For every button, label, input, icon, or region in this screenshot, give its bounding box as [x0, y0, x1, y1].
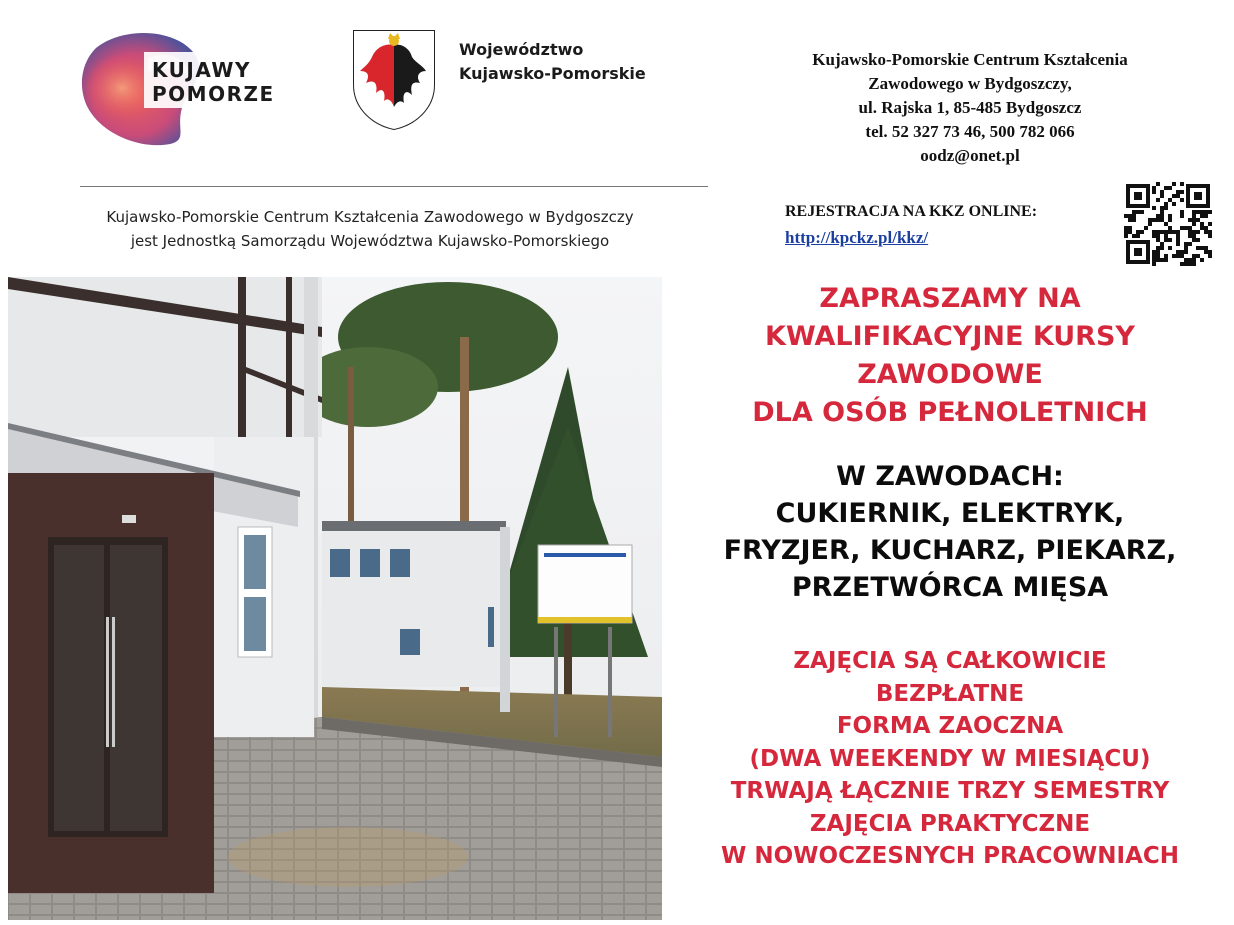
qr-module [1200, 214, 1204, 218]
qr-module [1204, 250, 1208, 254]
qr-module [1160, 242, 1164, 246]
details-line: W NOWOCZESNYCH PRACOWNIACH [720, 843, 1180, 869]
qr-module [1168, 214, 1172, 218]
qr-module [1200, 222, 1204, 226]
details-line: (DWA WEEKENDY W MIESIĄCU) [749, 745, 1151, 772]
qr-module [1180, 210, 1184, 214]
qr-module [1160, 230, 1164, 234]
qr-module [1152, 190, 1156, 194]
qr-module [1168, 246, 1172, 250]
qr-module [1156, 238, 1160, 242]
qr-module [1184, 226, 1188, 230]
qr-module [1172, 230, 1176, 234]
qr-module [1192, 254, 1196, 258]
qr-module [1192, 230, 1196, 234]
invitation-line: KWALIFIKACYJNE KURSY [765, 321, 1135, 352]
qr-module [1196, 238, 1200, 242]
qr-module [1168, 218, 1172, 222]
registration-label: REJESTRACJA NA KKZ ONLINE: [785, 203, 1038, 220]
qr-module [1188, 234, 1192, 238]
qr-module [1176, 234, 1180, 238]
header-divider [80, 186, 708, 187]
institution-subtitle [60, 205, 680, 253]
qr-module [1152, 250, 1156, 254]
voivodeship-name [459, 38, 646, 86]
qr-module [1172, 194, 1176, 198]
voivodeship-name-line: Kujawsko-Pomorskie [459, 64, 646, 83]
qr-module [1160, 210, 1164, 214]
qr-module [1164, 230, 1168, 234]
contact-phone: tel. 52 327 73 46, 500 782 066 [865, 122, 1075, 141]
qr-module [1152, 230, 1156, 234]
qr-module [1192, 238, 1196, 242]
qr-module [1188, 262, 1192, 266]
contact-address: ul. Rajska 1, 85-485 Bydgoszcz [858, 98, 1082, 117]
qr-module [1200, 226, 1204, 230]
qr-module [1176, 250, 1180, 254]
qr-module [1180, 254, 1184, 258]
qr-module [1132, 214, 1136, 218]
qr-module [1180, 198, 1184, 202]
qr-module [1164, 234, 1168, 238]
kujawy-logo-word: KUJAWY [152, 58, 251, 82]
qr-module [1124, 230, 1128, 234]
qr-module [1156, 254, 1160, 258]
qr-module [1156, 182, 1160, 186]
details-line: ZAJĘCIA PRAKTYCZNE [809, 810, 1091, 837]
qr-module [1168, 230, 1172, 234]
qr-module [1144, 226, 1148, 230]
qr-module [1200, 210, 1204, 214]
qr-module [1156, 234, 1160, 238]
qr-module [1184, 258, 1188, 262]
qr-module [1164, 202, 1168, 206]
qr-module [1156, 198, 1160, 202]
qr-module [1160, 218, 1164, 222]
qr-module [1156, 246, 1160, 250]
qr-module [1140, 210, 1144, 214]
trades-line: CUKIERNIK, ELEKTRYK, [775, 498, 1125, 529]
contact-line: Kujawsko-Pomorskie Centrum Kształcenia [812, 50, 1128, 69]
trades-line: PRZETWÓRCA MIĘSA [791, 572, 1109, 603]
subtitle-line: jest Jednostką Samorządu Województwa Kujawsko-Pomorskiego [130, 232, 610, 250]
building-photo-illustration [8, 277, 662, 920]
qr-module [1128, 214, 1132, 218]
qr-module [1160, 206, 1164, 210]
contact-email: oodz@onet.pl [920, 146, 1020, 165]
invitation-line: DLA OSÓB PEŁNOLETNICH [752, 397, 1148, 428]
qr-module [1152, 206, 1156, 210]
qr-module [1196, 218, 1200, 222]
qr-module [1148, 218, 1152, 222]
subtitle-line: Kujawsko-Pomorskie Centrum Kształcenia Zawodowego w Bydgoszczy [106, 208, 634, 226]
qr-module [1192, 214, 1196, 218]
qr-module [1152, 234, 1156, 238]
qr-module [1160, 190, 1164, 194]
qr-module [1192, 218, 1196, 222]
qr-module [1172, 182, 1176, 186]
qr-module [1124, 214, 1128, 218]
qr-module [1176, 254, 1180, 258]
qr-module [1176, 194, 1180, 198]
qr-module [1124, 234, 1128, 238]
qr-module [1188, 242, 1192, 246]
qr-module [1184, 250, 1188, 254]
qr-module [1156, 250, 1160, 254]
voivodeship-coat-of-arms [350, 27, 438, 131]
qr-module [1136, 210, 1140, 214]
qr-module [1188, 230, 1192, 234]
qr-module [1172, 202, 1176, 206]
qr-module [1156, 214, 1160, 218]
qr-module [1208, 210, 1212, 214]
qr-module [1172, 254, 1176, 258]
qr-module [1188, 226, 1192, 230]
qr-module [1192, 234, 1196, 238]
qr-module [1128, 226, 1132, 230]
qr-module [1176, 190, 1180, 194]
details-line: FORMA ZAOCZNA [836, 713, 1064, 739]
qr-module [1208, 222, 1212, 226]
contact-block [770, 48, 1170, 168]
qr-module [1204, 214, 1208, 218]
qr-module [1164, 222, 1168, 226]
qr-module [1132, 218, 1136, 222]
qr-module [1204, 230, 1208, 234]
qr-module [1184, 262, 1188, 266]
qr-module [1160, 246, 1164, 250]
qr-module [1160, 194, 1164, 198]
qr-module [1168, 186, 1172, 190]
qr-module [1136, 234, 1140, 238]
kujawy-pomorze-logo [78, 28, 298, 146]
qr-code-icon [1124, 182, 1212, 266]
invitation-headline [675, 280, 1225, 432]
qr-module [1200, 258, 1204, 262]
qr-module [1184, 242, 1188, 246]
qr-module [1148, 222, 1152, 226]
qr-module [1204, 210, 1208, 214]
details-line: TRWAJĄ ŁĄCZNIE TRZY SEMESTRY [730, 778, 1170, 804]
qr-module [1168, 198, 1172, 202]
qr-module [1168, 226, 1172, 230]
qr-module [1196, 230, 1200, 234]
qr-module [1180, 182, 1184, 186]
qr-module [1176, 230, 1180, 234]
voivodeship-name-line: Województwo [459, 40, 584, 59]
qr-module [1164, 238, 1168, 242]
qr-module [1152, 218, 1156, 222]
qr-module [1196, 246, 1200, 250]
qr-module [1132, 210, 1136, 214]
qr-module [1164, 258, 1168, 262]
qr-module [1196, 254, 1200, 258]
details-line: ZAJĘCIA SĄ CAŁKOWICIE [793, 648, 1107, 674]
qr-module [1128, 230, 1132, 234]
course-details [675, 645, 1225, 873]
trades-line: FRYZJER, KUCHARZ, PIEKARZ, [723, 535, 1177, 566]
trades-heading: W ZAWODACH: [836, 461, 1064, 492]
qr-module [1152, 258, 1156, 262]
qr-module [1180, 190, 1184, 194]
qr-module [1156, 218, 1160, 222]
qr-module [1136, 230, 1140, 234]
qr-module [1208, 254, 1212, 258]
qr-module [1152, 262, 1156, 266]
qr-module [1168, 238, 1172, 242]
qr-module [1188, 258, 1192, 262]
qr-module [1208, 250, 1212, 254]
qr-module [1124, 226, 1128, 230]
contact-line: Zawodowego w Bydgoszczy, [868, 74, 1072, 93]
qr-module [1208, 234, 1212, 238]
coat-of-arms-shield-icon [350, 27, 438, 131]
qr-module [1192, 210, 1196, 214]
qr-module [1164, 206, 1168, 210]
invitation-line: ZAWODOWE [857, 359, 1043, 390]
qr-module [1156, 230, 1160, 234]
registration-link[interactable]: http://kpckz.pl/kkz/ [785, 228, 929, 247]
qr-module [1180, 262, 1184, 266]
details-line: BEZPŁATNE [875, 680, 1025, 707]
pomorze-logo-word: POMORZE [152, 82, 275, 106]
qr-module [1180, 226, 1184, 230]
qr-module [1160, 214, 1164, 218]
qr-module [1180, 250, 1184, 254]
qr-module [1164, 186, 1168, 190]
qr-module [1204, 226, 1208, 230]
invitation-line: ZAPRASZAMY NA [819, 283, 1081, 314]
qr-module [1204, 246, 1208, 250]
qr-module [1200, 246, 1204, 250]
qr-module [1188, 218, 1192, 222]
qr-code-graphic [1124, 182, 1212, 266]
qr-module [1152, 254, 1156, 258]
qr-module [1164, 254, 1168, 258]
qr-module [1208, 230, 1212, 234]
qr-module [1192, 258, 1196, 262]
qr-module [1132, 234, 1136, 238]
qr-module [1140, 230, 1144, 234]
qr-module [1196, 210, 1200, 214]
qr-module [1192, 262, 1196, 266]
qr-module [1184, 246, 1188, 250]
qr-module [1160, 258, 1164, 262]
qr-module [1128, 218, 1132, 222]
qr-module [1152, 186, 1156, 190]
qr-module [1176, 238, 1180, 242]
qr-module [1176, 242, 1180, 246]
school-building-photo [8, 277, 662, 920]
qr-module [1180, 214, 1184, 218]
qr-module [1156, 258, 1160, 262]
trades-list [675, 458, 1225, 606]
qr-module [1192, 222, 1196, 226]
